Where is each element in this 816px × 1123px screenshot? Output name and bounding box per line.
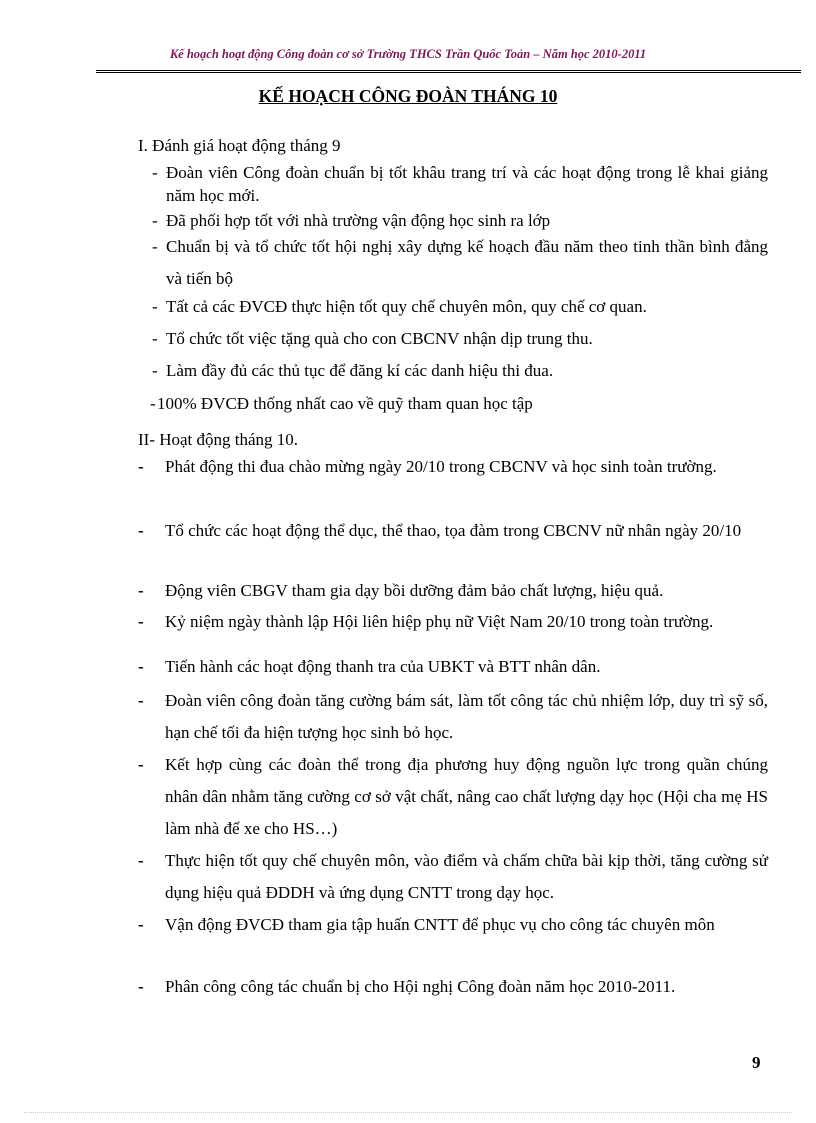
section-2-item [138,909,768,941]
section-2-heading: II- Hoạt động tháng 10. [138,430,299,449]
section-2-item-text: Kết hợp cùng các đoàn thể trong địa phương huy động nguồn lực trong quần chúng nhân dân nhằm tăng cường cơ sở vật chất, nâng cao chất lượng dạy học (Hội cha mẹ HS làm nhà để xe cho HS…) [165,755,768,838]
section-2-item [138,579,768,603]
section-1-item-text: Chuẩn bị và tổ chức tốt hội nghị xây dựng kế hoạch đầu năm theo tinh thần bình đẳng và tiến bộ [166,237,768,288]
section-2-item-text: Phân công công tác chuẩn bị cho Hội nghị Công đoàn năm học 2010-2011. [165,977,676,996]
section-1-item [150,393,766,416]
list-bullet: - [138,612,144,631]
section-1-item [152,162,768,208]
section-2-item [138,973,768,1001]
list-bullet: - [152,163,158,182]
section-2-item-text: Đoàn viên công đoàn tăng cường bám sát, làm tốt công tác chủ nhiệm lớp, duy trì sỹ số, hạn chế tối đa hiện tượng học sinh bỏ học. [165,691,768,742]
section-1-item [152,231,768,295]
section-1-item [152,328,768,351]
section-2-item [138,451,768,483]
section-1-item-text: Làm đầy đủ các thủ tục để đăng kí các danh hiệu thi đua. [166,361,554,380]
section-2-item-text: Thực hiện tốt quy chế chuyên môn, vào điểm và chấm chữa bài kịp thời, tăng cường sử dụng hiệu quả ĐDDH và ứng dụng CNTT trong dạy học. [165,851,768,902]
document-title: KẾ HOẠCH CÔNG ĐOÀN THÁNG 10 [258,86,558,106]
section-2-item-text: Tiến hành các hoạt động thanh tra của UBKT và BTT nhân dân. [165,657,601,676]
running-header: Kế hoạch hoạt động Công đoàn cơ sở Trường THCS Trần Quốc Toản – Năm học 2010-2011 [169,47,647,61]
list-bullet: - [152,297,158,316]
list-bullet: - [152,361,158,380]
footer-divider [24,1112,792,1113]
section-2-item-text: Vận động ĐVCĐ tham gia tập huấn CNTT để phục vụ cho công tác chuyên môn [165,915,715,934]
section-2-item-text: Tổ chức các hoạt động thể dục, thể thao, tọa đàm trong CBCNV nữ nhân ngày 20/10 [165,521,742,540]
section-2-item [138,845,768,909]
list-bullet: - [138,691,144,710]
list-bullet: - [152,211,158,230]
list-bullet: - [138,457,144,476]
list-bullet: - [138,755,144,774]
section-2-item-text: Kỷ niệm ngày thành lập Hội liên hiệp phụ nữ Việt Nam 20/10 trong toàn trường. [165,612,714,631]
list-bullet: - [138,851,144,870]
section-1-item-text: Tổ chức tốt việc tặng quà cho con CBCNV nhận dịp trung thu. [166,329,593,348]
list-bullet: - [138,657,144,676]
section-2-item-text: Phát động thi đua chào mừng ngày 20/10 trong CBCNV và học sinh toàn trường. [165,457,717,476]
page-number: 9 [752,1053,761,1072]
section-1-item-text: Tất cả các ĐVCĐ thực hiện tốt quy chế chuyên môn, quy chế cơ quan. [166,297,647,316]
list-bullet: - [138,521,144,540]
section-1-item-text: Đã phối hợp tốt với nhà trường vận động học sinh ra lớp [166,211,551,230]
section-2-item [138,655,768,679]
section-2-item [138,515,768,547]
section-2-item [138,685,768,749]
section-1-item-text: 100% ĐVCĐ thống nhất cao về quỹ tham quan học tập [157,394,533,413]
list-bullet: - [150,394,156,413]
list-bullet: - [138,581,144,600]
header-divider [96,70,801,73]
section-1-heading: I. Đánh giá hoạt động tháng 9 [138,136,341,155]
section-2-item [138,749,768,845]
list-bullet: - [152,237,158,256]
section-2-item [138,612,768,632]
section-1-item [152,360,768,383]
list-bullet: - [138,915,144,934]
list-bullet: - [152,329,158,348]
section-2-item-text: Động viên CBGV tham gia dạy bồi dưỡng đảm bảo chất lượng, hiệu quả. [165,581,664,600]
list-bullet: - [138,977,144,996]
section-1-item [152,296,768,319]
section-1-item [152,210,768,233]
section-1-item-text: Đoàn viên Công đoàn chuẩn bị tốt khâu trang trí và các hoạt động trong lễ khai giảng năm học mới. [166,163,768,205]
